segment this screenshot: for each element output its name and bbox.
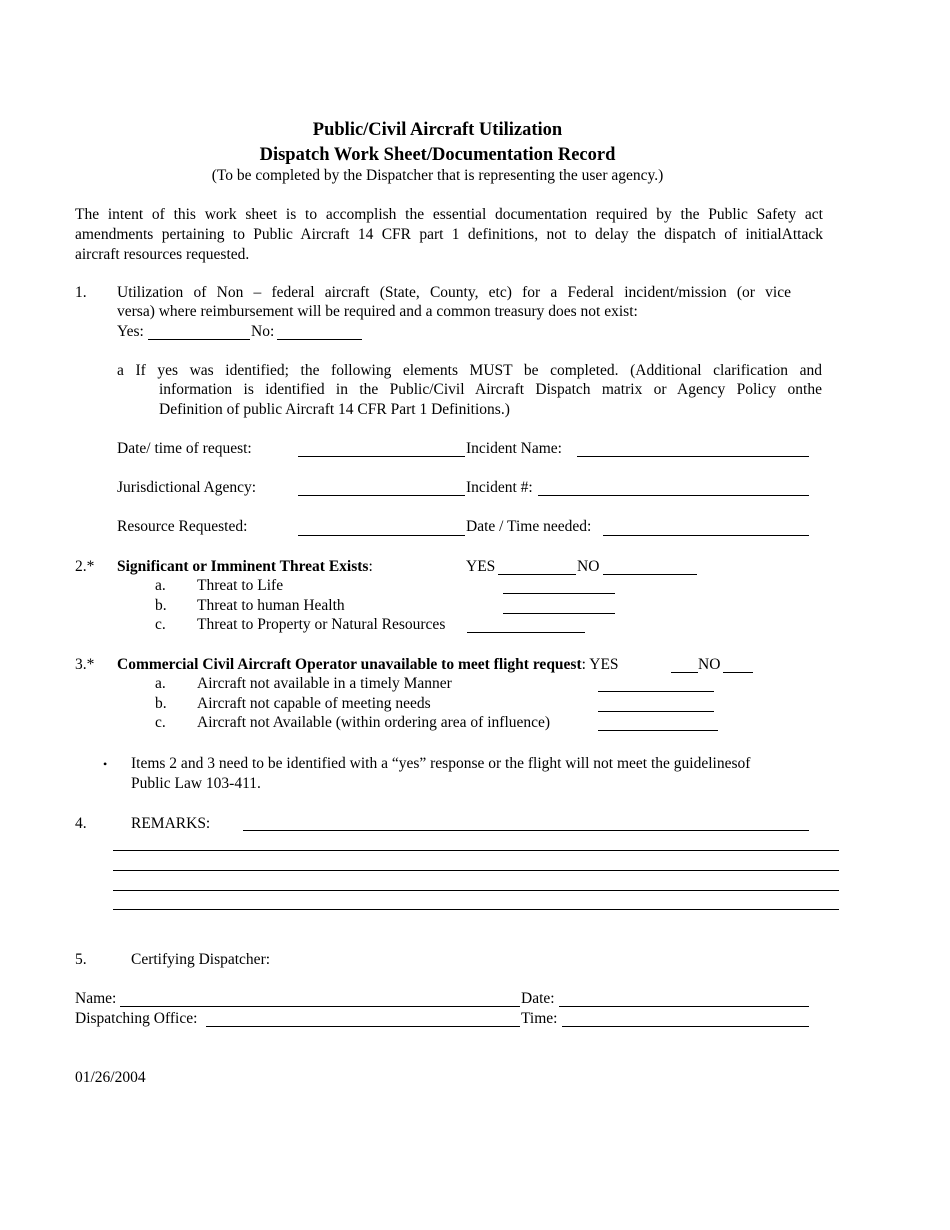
section-2-no-field[interactable]	[603, 574, 697, 575]
incident-name-label: Incident Name:	[466, 440, 562, 457]
incident-number-field[interactable]	[538, 495, 809, 496]
name-label: Name:	[75, 990, 117, 1007]
section-2-heading-wrap	[117, 557, 373, 576]
section-3-number: 3.*	[75, 656, 95, 673]
dispatching-office-field[interactable]	[206, 1026, 520, 1027]
section-1-line-2: versa) where reimbursement will be required and a common treasury does not exist:	[117, 303, 638, 320]
section-2-item-text: Threat to Property or Natural Resources	[197, 616, 446, 633]
section-2-item-b-field[interactable]	[503, 613, 615, 614]
section-2-item-text: Threat to Life	[197, 577, 284, 594]
section-3-no-field[interactable]	[723, 672, 753, 673]
remarks-line[interactable]	[113, 909, 839, 910]
page-subtitle-title: Dispatch Work Sheet/Documentation Record	[259, 145, 616, 165]
revision-date: 01/26/2004	[75, 1069, 146, 1086]
jurisdictional-agency-field[interactable]	[298, 495, 465, 496]
section-1-no-field[interactable]	[277, 339, 362, 340]
page-instruction: (To be completed by the Dispatcher that is representing the user agency.)	[211, 167, 664, 184]
section-3-item-letter: a.	[155, 675, 166, 692]
section-3-item-b-field[interactable]	[598, 711, 714, 712]
incident-name-field[interactable]	[577, 456, 809, 457]
section-3-item-text: Aircraft not available in a timely Manner	[197, 675, 452, 692]
date-time-request-field[interactable]	[298, 456, 465, 457]
section-3-item-letter: b.	[155, 695, 167, 712]
resource-requested-field[interactable]	[298, 535, 465, 536]
section-2-colon: :	[368, 558, 373, 575]
time-field[interactable]	[562, 1026, 809, 1027]
section-1a-line-1: a If yes was identified; the following elements MUST be completed. (Additional clarification and	[117, 362, 822, 379]
section-5-number: 5.	[75, 951, 87, 968]
section-3-yes-label: : YES	[581, 656, 619, 673]
note-bullet-icon: •	[103, 757, 108, 771]
section-2-item-letter: b.	[155, 597, 167, 614]
remarks-line[interactable]	[113, 850, 839, 851]
section-3-item-text: Aircraft not capable of meeting needs	[197, 695, 431, 712]
section-3-yes-field[interactable]	[671, 672, 698, 673]
section-1-number: 1.	[75, 284, 87, 301]
section-3-item-c-field[interactable]	[598, 730, 718, 731]
section-1-yes-field[interactable]	[148, 339, 250, 340]
section-2-item-a-field[interactable]	[503, 593, 615, 594]
note-line-1: Items 2 and 3 need to be identified with a “yes” response or the flight will not meet the guidelinesof	[131, 755, 751, 772]
remarks-line[interactable]	[113, 890, 839, 891]
remarks-line[interactable]	[113, 870, 839, 871]
intro-line-1: The intent of this work sheet is to accomplish the essential documentation required by the Public Safety act	[75, 206, 823, 223]
jurisdictional-agency-label: Jurisdictional Agency:	[117, 479, 257, 496]
remarks-label: REMARKS:	[131, 815, 211, 832]
section-1-no-label: No:	[251, 323, 275, 340]
date-field[interactable]	[559, 1006, 809, 1007]
section-3-item-text: Aircraft not Available (within ordering area of influence)	[197, 714, 551, 731]
section-3-heading-wrap	[117, 655, 619, 674]
dispatching-office-label: Dispatching Office:	[75, 1010, 198, 1027]
section-3-no-label: NO	[698, 656, 721, 673]
section-2-yes-field[interactable]	[498, 574, 576, 575]
intro-line-2: amendments pertaining to Public Aircraft 14 CFR part 1 definitions, not to delay the dispatch of initialAttack	[75, 226, 823, 243]
section-2-no-label: NO	[577, 558, 600, 575]
name-field[interactable]	[120, 1006, 520, 1007]
section-3-heading: Commercial Civil Aircraft Operator unavailable to meet flight request	[117, 656, 582, 673]
resource-requested-label: Resource Requested:	[117, 518, 248, 535]
section-2-item-c-field[interactable]	[467, 632, 585, 633]
date-time-needed-field[interactable]	[603, 535, 809, 536]
section-2-item-letter: a.	[155, 577, 166, 594]
intro-line-3: aircraft resources requested.	[75, 246, 250, 263]
section-1a-line-2: information is identified in the Public/Civil Aircraft Dispatch matrix or Agency Policy onthe	[159, 381, 822, 398]
section-2-yes-label: YES	[466, 558, 496, 575]
section-3-item-a-field[interactable]	[598, 691, 714, 692]
section-2-heading: Significant or Imminent Threat Exists	[117, 558, 369, 575]
section-2-item-letter: c.	[155, 616, 166, 633]
note-line-2: Public Law 103-411.	[131, 775, 261, 792]
date-time-request-label: Date/ time of request:	[117, 440, 252, 457]
section-1-yes-label: Yes:	[117, 323, 144, 340]
certifying-dispatcher-label: Certifying Dispatcher:	[131, 951, 271, 968]
section-3-item-letter: c.	[155, 714, 166, 731]
section-1-line-1: Utilization of Non – federal aircraft (State, County, etc) for a Federal incident/mission (or vice	[117, 284, 791, 301]
incident-number-label: Incident #:	[466, 479, 533, 496]
date-label: Date:	[521, 990, 555, 1007]
section-2-number: 2.*	[75, 558, 95, 575]
time-label: Time:	[521, 1010, 558, 1027]
section-1a-line-3: Definition of public Aircraft 14 CFR Part 1 Definitions.)	[159, 401, 510, 418]
date-time-needed-label: Date / Time needed:	[466, 518, 592, 535]
remarks-field[interactable]	[243, 830, 809, 831]
page-title: Public/Civil Aircraft Utilization	[312, 120, 563, 140]
section-2-item-text: Threat to human Health	[197, 597, 345, 614]
section-4-number: 4.	[75, 815, 87, 832]
